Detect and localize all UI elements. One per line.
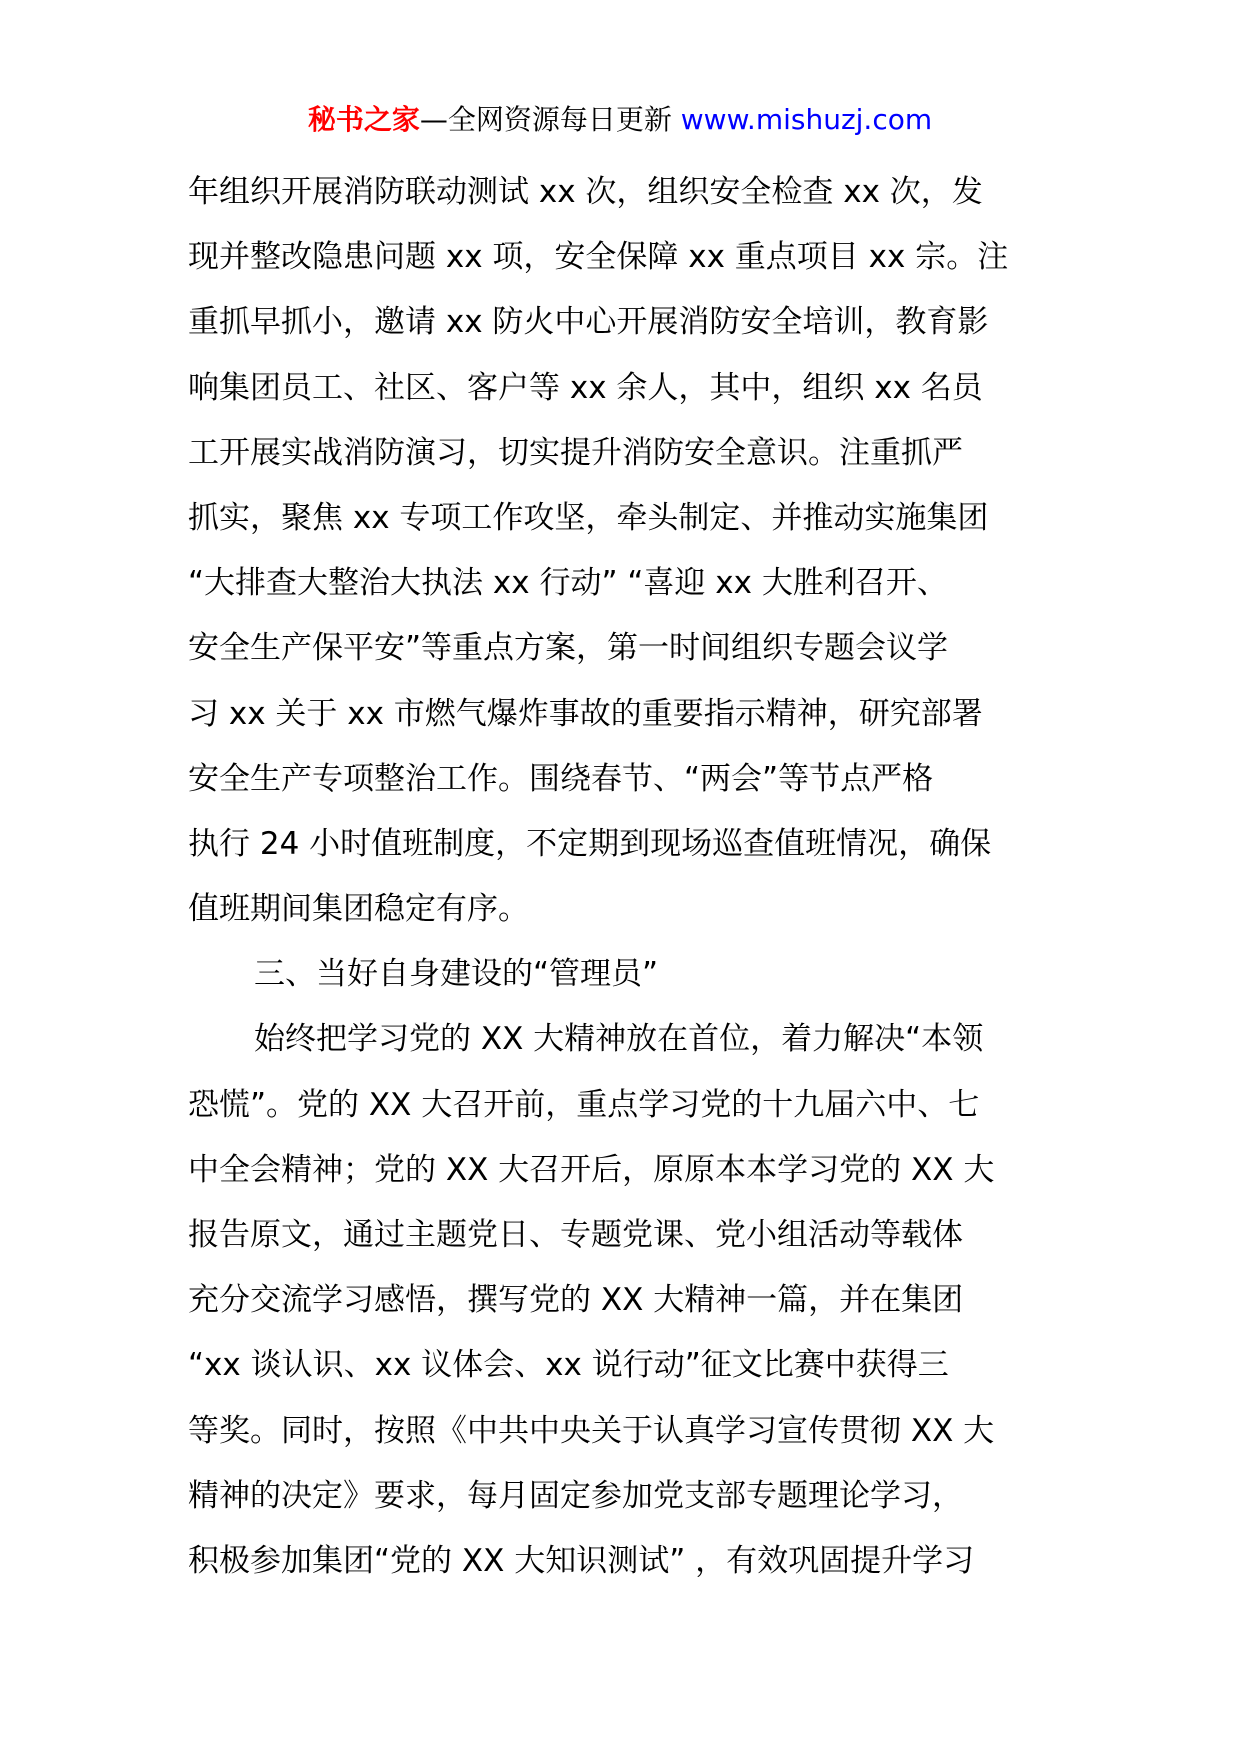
body-line: “大排查大整治大执法 xx 行动” “喜迎 xx 大胜利召开、: [188, 565, 948, 602]
body-line: 值班期间集团稳定有序。: [188, 891, 529, 928]
body-line: 报告原文，通过主题党日、专题党课、党小组活动等载体: [188, 1217, 963, 1253]
body-line: 抓实，聚焦 xx 专项工作攻坚，牵头制定、并推动实施集团: [188, 499, 989, 536]
body-line: 恐慌”。党的 XX 大召开前，重点学习党的十九届六中、七: [188, 1086, 980, 1123]
body-line: 响集团员工、社区、客户等 xx 余人，其中，组织 xx 名员: [188, 369, 983, 406]
site-header: [0, 100, 1240, 140]
body-line: 习 xx 关于 xx 市燃气爆炸事故的重要指示精神，研究部署: [188, 695, 983, 732]
body-line: 积极参加集团“党的 XX 大知识测试” ，有效巩固提升学习: [188, 1542, 975, 1579]
body-line: 中全会精神；党的 XX 大召开后，原原本本学习党的 XX 大: [188, 1151, 995, 1188]
paragraph-first-line: 始终把学习党的 XX 大精神放在首位，着力解决“本领: [254, 1021, 984, 1058]
document-body: [188, 160, 1058, 1594]
body-line: “xx 谈认识、xx 议体会、xx 说行动”征文比赛中获得三: [188, 1347, 949, 1384]
site-url-link[interactable]: www.mishuzj.com: [680, 103, 933, 136]
body-line: 充分交流学习感悟，撰写党的 XX 大精神一篇，并在集团: [188, 1282, 964, 1319]
body-line: 现并整改隐患问题 xx 项，安全保障 xx 重点项目 xx 宗。注: [188, 239, 1009, 276]
body-line: 工开展实战消防演习，切实提升消防安全意识。注重抓严: [188, 434, 963, 471]
body-line: 年组织开展消防联动测试 xx 次，组织安全检查 xx 次，发: [188, 174, 983, 210]
body-line: 安全生产专项整治工作。围绕春节、“两会”等节点严格: [188, 760, 934, 797]
body-line: 等奖。同时，按照《中共中央关于认真学习宣传贯彻 XX 大: [188, 1412, 995, 1449]
body-line: 重抓早抓小，邀请 xx 防火中心开展消防安全培训，教育影: [188, 304, 989, 341]
site-tagline: —全网资源每日更新: [419, 103, 681, 136]
body-line: 执行 24 小时值班制度，不定期到现场巡查值班情况，确保: [188, 825, 992, 862]
body-line: 安全生产保平安”等重点方案，第一时间组织专题会议学: [188, 630, 949, 667]
body-line: 精神的决定》要求，每月固定参加党支部专题理论学习，: [188, 1477, 963, 1514]
site-brand: 秘书之家: [307, 103, 420, 136]
section-heading: 三、当好自身建设的“管理员”: [254, 956, 659, 993]
